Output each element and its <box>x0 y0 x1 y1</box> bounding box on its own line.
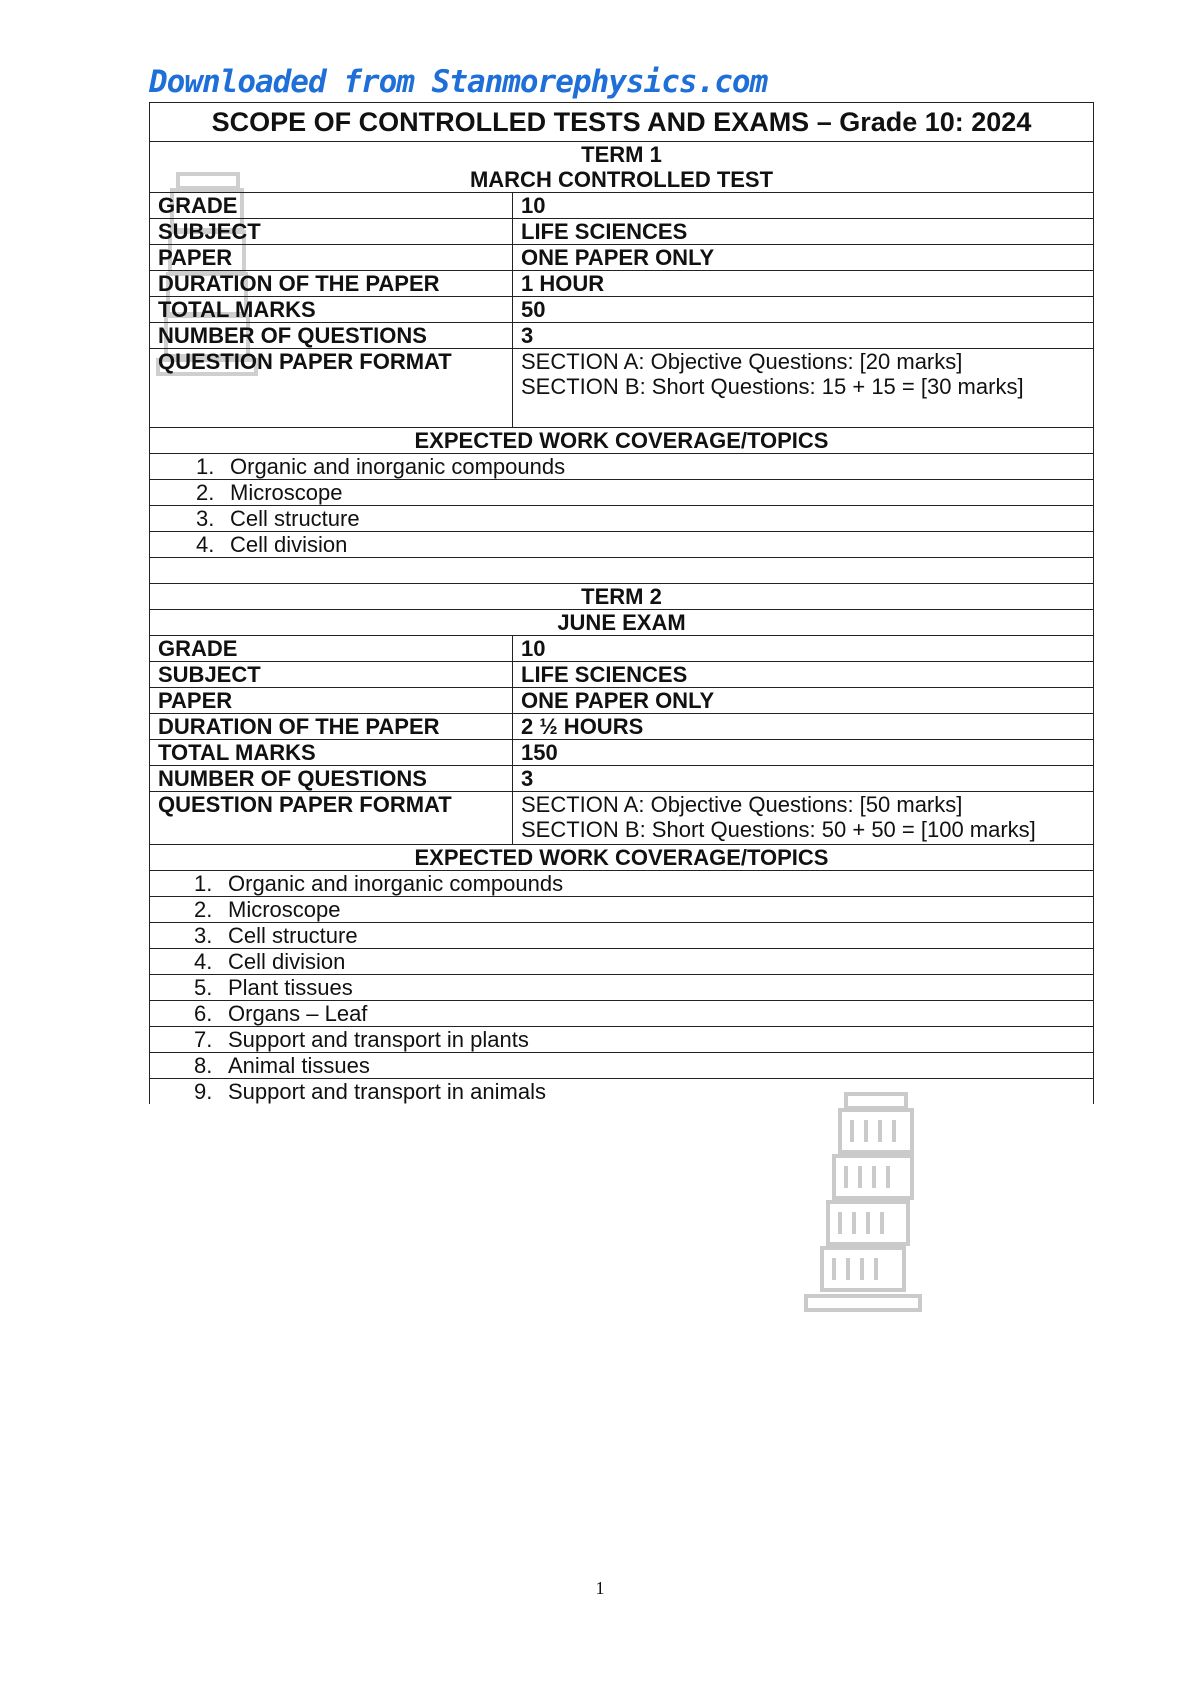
coverage-heading: EXPECTED WORK COVERAGE/TOPICS <box>150 428 1094 454</box>
topic-row <box>150 975 1094 1001</box>
topic-number: 2. <box>196 480 215 505</box>
field-value: 3 <box>513 766 1094 792</box>
field-row <box>150 297 1094 323</box>
spacer-row <box>150 558 1094 584</box>
topic-row <box>150 1079 1094 1105</box>
field-row <box>150 271 1094 297</box>
topic-row <box>150 506 1094 532</box>
topic-number: 2. <box>194 897 213 922</box>
topic-row <box>150 871 1094 897</box>
format-label: QUESTION PAPER FORMAT <box>150 349 513 428</box>
format-line: SECTION A: Objective Questions: [50 marks] <box>521 792 963 817</box>
topic-text: Microscope <box>228 897 341 922</box>
field-label: SUBJECT <box>150 219 513 245</box>
topic-text: Organs – Leaf <box>228 1001 368 1026</box>
topic-row <box>150 1053 1094 1079</box>
format-row <box>150 349 1094 428</box>
field-value: 10 <box>513 193 1094 219</box>
field-row <box>150 714 1094 740</box>
field-row <box>150 662 1094 688</box>
format-row <box>150 792 1094 845</box>
topic-text: Cell structure <box>228 923 358 948</box>
field-row <box>150 323 1094 349</box>
topic-row <box>150 480 1094 506</box>
topic-row <box>150 949 1094 975</box>
format-lines <box>513 792 1094 845</box>
field-value: 2 ½ HOURS <box>513 714 1094 740</box>
field-row <box>150 740 1094 766</box>
coverage-heading: EXPECTED WORK COVERAGE/TOPICS <box>150 845 1094 871</box>
topic-text: Support and transport in animals <box>228 1079 546 1104</box>
format-line: SECTION B: Short Questions: 15 + 15 = [30 marks] <box>521 374 1024 399</box>
field-label: NUMBER OF QUESTIONS <box>150 766 513 792</box>
field-row <box>150 245 1094 271</box>
topic-text: Plant tissues <box>228 975 353 1000</box>
field-label: NUMBER OF QUESTIONS <box>150 323 513 349</box>
format-label: QUESTION PAPER FORMAT <box>150 792 513 845</box>
topic-row <box>150 454 1094 480</box>
topic-text: Cell division <box>228 949 346 974</box>
field-label: TOTAL MARKS <box>150 297 513 323</box>
tower-watermark-icon <box>800 1090 940 1340</box>
topic-row <box>150 923 1094 949</box>
page-number: 1 <box>595 1578 605 1598</box>
topic-row <box>150 1027 1094 1053</box>
topic-row <box>150 532 1094 558</box>
field-label: DURATION OF THE PAPER <box>150 271 513 297</box>
field-label: GRADE <box>150 636 513 662</box>
field-label: TOTAL MARKS <box>150 740 513 766</box>
field-label: DURATION OF THE PAPER <box>150 714 513 740</box>
field-row <box>150 766 1094 792</box>
topic-number: 1. <box>194 871 213 896</box>
topic-number: 8. <box>194 1053 213 1078</box>
topic-number: 4. <box>194 949 213 974</box>
field-value: ONE PAPER ONLY <box>513 688 1094 714</box>
term-1-assessment: MARCH CONTROLLED TEST <box>150 167 1094 193</box>
field-row <box>150 193 1094 219</box>
topic-text: Organic and inorganic compounds <box>228 871 564 896</box>
field-label: SUBJECT <box>150 662 513 688</box>
field-value: LIFE SCIENCES <box>513 219 1094 245</box>
field-label: GRADE <box>150 193 513 219</box>
field-value: ONE PAPER ONLY <box>513 245 1094 271</box>
topic-number: 6. <box>194 1001 213 1026</box>
field-label: PAPER <box>150 245 513 271</box>
topic-text: Cell division <box>230 532 348 557</box>
topic-number: 1. <box>196 454 215 479</box>
field-value: LIFE SCIENCES <box>513 662 1094 688</box>
format-line: SECTION B: Short Questions: 50 + 50 = [100 marks] <box>521 817 1036 842</box>
topic-row <box>150 1001 1094 1027</box>
topic-number: 4. <box>196 532 215 557</box>
field-label: PAPER <box>150 688 513 714</box>
term-2-label: TERM 2 <box>150 584 1094 610</box>
scope-table <box>149 102 1094 1104</box>
field-row <box>150 219 1094 245</box>
topic-text: Animal tissues <box>228 1053 370 1078</box>
field-row <box>150 636 1094 662</box>
field-value: 50 <box>513 297 1094 323</box>
download-watermark[interactable]: Downloaded from Stanmorephysics.com <box>149 64 768 100</box>
topic-number: 3. <box>194 923 213 948</box>
topic-number: 7. <box>194 1027 213 1052</box>
topic-number: 9. <box>194 1079 213 1104</box>
topic-number: 3. <box>196 506 215 531</box>
topic-number: 5. <box>194 975 213 1000</box>
field-value: 10 <box>513 636 1094 662</box>
topic-text: Microscope <box>230 480 343 505</box>
term-1-label: TERM 1 <box>150 142 1094 168</box>
field-value: 3 <box>513 323 1094 349</box>
topic-row <box>150 897 1094 923</box>
topic-text: Cell structure <box>230 506 360 531</box>
topic-text: Organic and inorganic compounds <box>230 454 566 479</box>
document-title: SCOPE OF CONTROLLED TESTS AND EXAMS – Grade 10: 2024 <box>150 103 1094 142</box>
field-value: 150 <box>513 740 1094 766</box>
format-lines <box>513 349 1094 428</box>
format-line: SECTION A: Objective Questions: [20 marks] <box>521 349 963 374</box>
term-2-assessment: JUNE EXAM <box>150 610 1094 636</box>
field-value: 1 HOUR <box>513 271 1094 297</box>
topic-text: Support and transport in plants <box>228 1027 529 1052</box>
field-row <box>150 688 1094 714</box>
